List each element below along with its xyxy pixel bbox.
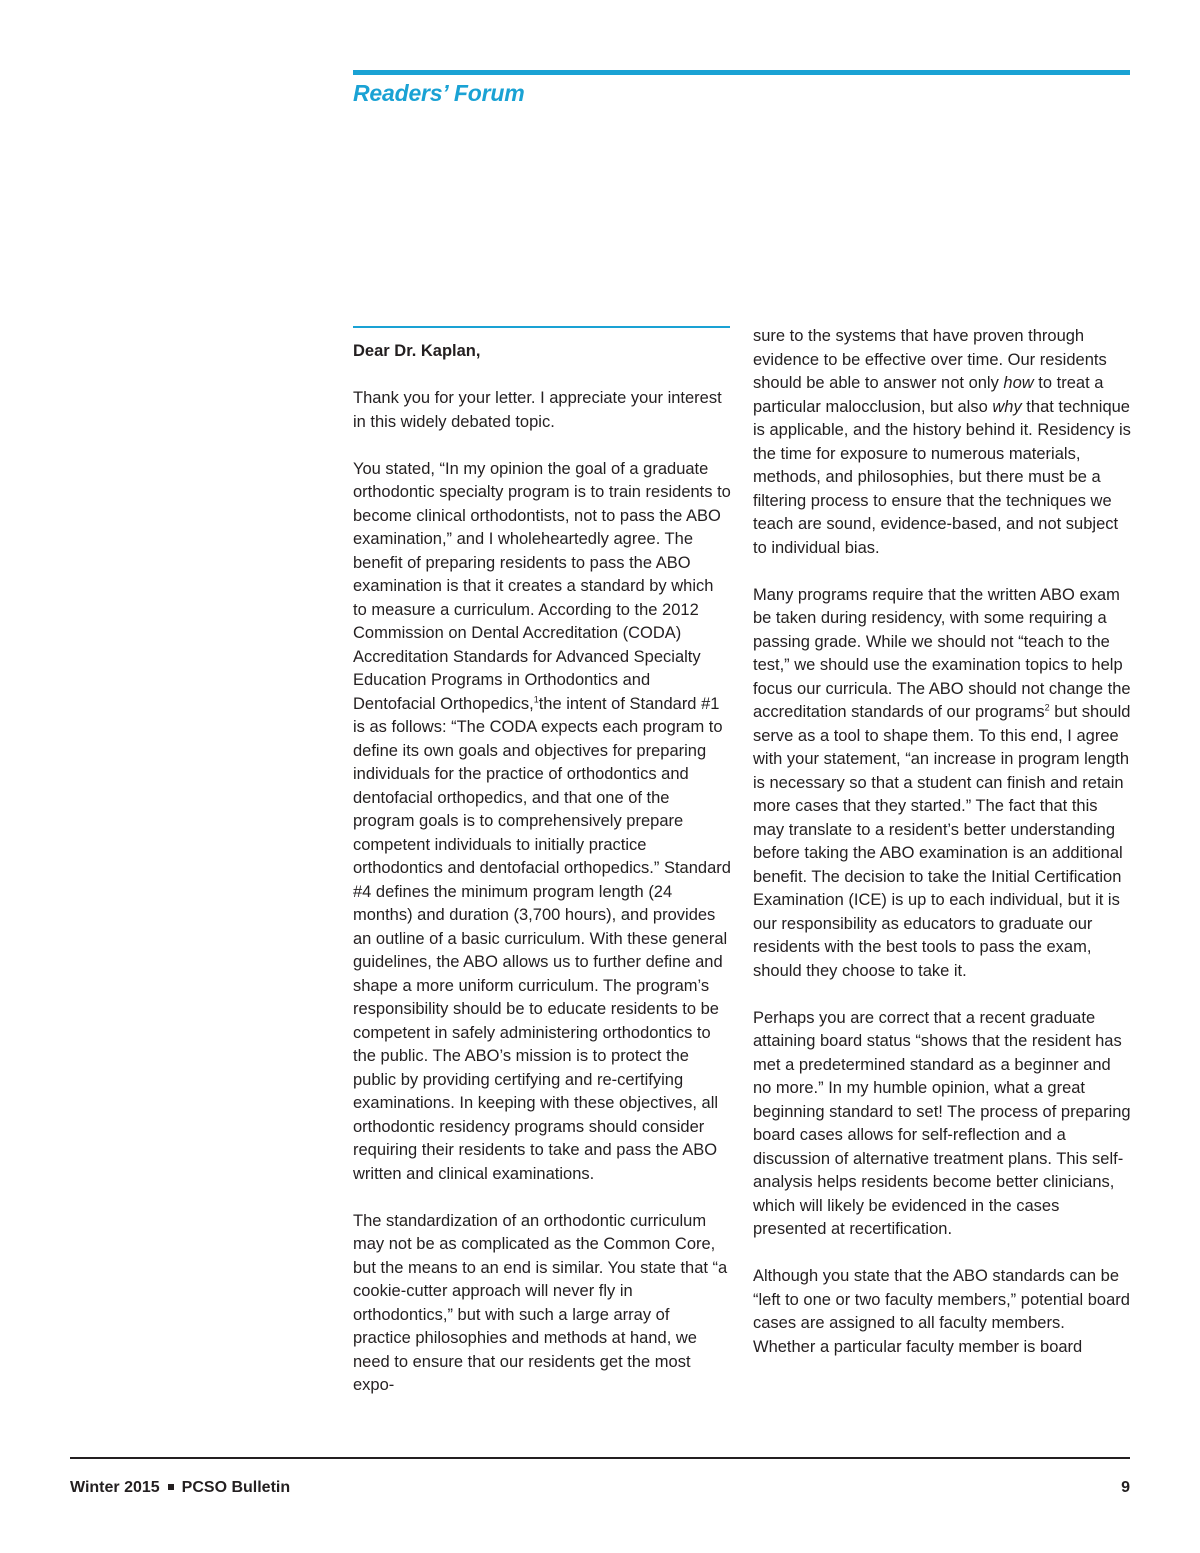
paragraph-1: Thank you for your letter. I appreciate your interest in this widely debated topic. (353, 389, 722, 431)
salutation: Dear Dr. Kaplan, (353, 342, 481, 360)
paragraph-3 (353, 1210, 731, 1398)
paragraph-3-text-b: sure to the systems that have proven through evidence to be effective over time. Our residents should be able to answer not only (753, 327, 1107, 392)
letter-column-left (353, 326, 731, 1421)
page-number: 9 (1121, 1479, 1130, 1496)
paragraph-2-text-b: the intent of Standard #1 is as follows: “The CODA expects each program to define its own goals and objectives for preparing individuals for the practice of orthodontics and dentofacial orthopedics, and that one of the program goals is to comprehensively prepare competent individuals to initially practice orthodontics and dentofacial orthopedics.” Standard #4 defines the minimum program length (24 months) and duration (3,700 hours), and provides an outline of a basic curriculum. With these general guidelines, the ABO allows us to further define and shape a more uniform curriculum. The program’s responsibility should be to educate residents to be competent in safely administering orthodontics to the public. The ABO’s mission is to protect the public by providing certifying and re-certifying examinations. In keeping with these objectives, all orthodontic residency programs should consider requiring their residents to take and pass the ABO written and clinical examinations. (353, 694, 731, 1183)
paragraph-2 (353, 458, 731, 1187)
paragraph-2-text-a: You stated, “In my opinion the goal of a graduate orthodontic specialty program is to train residents to become clinical orthodontists, not to pass the ABO examination,” and I wholeheartedly agree. The benefit of preparing residents to pass the ABO examination is that it creates a standard by which to measure a curriculum. According to the 2012 Commission on Dental Accreditation (CODA) Accreditation Standards for Advanced Specialty Education Programs in Orthodontics and Dentofacial Orthopedics, (353, 459, 731, 713)
footer-publication: PCSO Bulletin (181, 1479, 291, 1496)
paragraph-3-continued (753, 325, 1131, 560)
reference-1: 1 (533, 694, 539, 704)
footer-rule (70, 1457, 1130, 1459)
paragraph-4 (753, 584, 1131, 984)
paragraph-3-text-c: to treat a particular malocclusion, but also (753, 374, 1104, 416)
square-bullet-icon (168, 1484, 174, 1490)
section-title: Readers’ Forum (353, 80, 525, 106)
emphasis-how: how (1003, 374, 1034, 392)
paragraph-3-text-d: that technique is applicable, and the history behind it. Residency is the time for exposure to numerous materials, methods, and philosophies, but there must be a filtering process to ensure that the techniques we teach are sound, evidence-based, and not subject to individual bias. (753, 397, 1131, 557)
reference-2: 2 (1044, 702, 1050, 713)
paragraph-3-text-a: The standardization of an orthodontic curriculum may not be as complicated as the Common Core, but the means to an end is similar. You state that “a cookie-cutter approach will never fly in orthodontics,” but with such a large array of practice philosophies and methods at hand, we need to ensure that our residents get the most expo- (353, 1211, 728, 1394)
footer-issue: Winter 2015 (70, 1479, 160, 1496)
top-rule (353, 70, 1130, 75)
column-rule (353, 326, 730, 328)
emphasis-why: why (992, 397, 1022, 416)
footer-issue-info (70, 1479, 290, 1497)
paragraph-5: Perhaps you are correct that a recent graduate attaining board status “shows that the resident has met a predetermined standard as a beginner and no more.” In my humble opinion, what a great beginning standard to set! The process of preparing board cases allows for self-reflection and a discussion of alternative treatment plans. This self-analysis helps residents become better clinicians, which will likely be evidenced in the cases presented at recertification. (753, 1008, 1131, 1238)
letter-column-right (753, 326, 1131, 1383)
paragraph-6: Although you state that the ABO standards can be “left to one or two faculty members,” potential board cases are assigned to all faculty members. Whether a particular faculty member is board (753, 1267, 1130, 1356)
paragraph-4-text-b: but should serve as a tool to shape them. To this end, I agree with your statement, “an increase in program length is necessary so that a student can finish and retain more cases that they started.” The fact that this may translate to a resident’s better understanding before taking the ABO examination is an additional benefit. The decision to take the Initial Certification Examination (ICE) is up to each individual, but it is our responsibility as educators to graduate our residents with the best tools to pass the exam, should they choose to take it. (753, 703, 1131, 980)
paragraph-4-text-a: Many programs require that the written ABO exam be taken during residency, with some requiring a passing grade. While we should not “teach to the test,” we should use the examination topics to help focus our curricula. The ABO should not change the accreditation standards of our programs (753, 585, 1131, 721)
